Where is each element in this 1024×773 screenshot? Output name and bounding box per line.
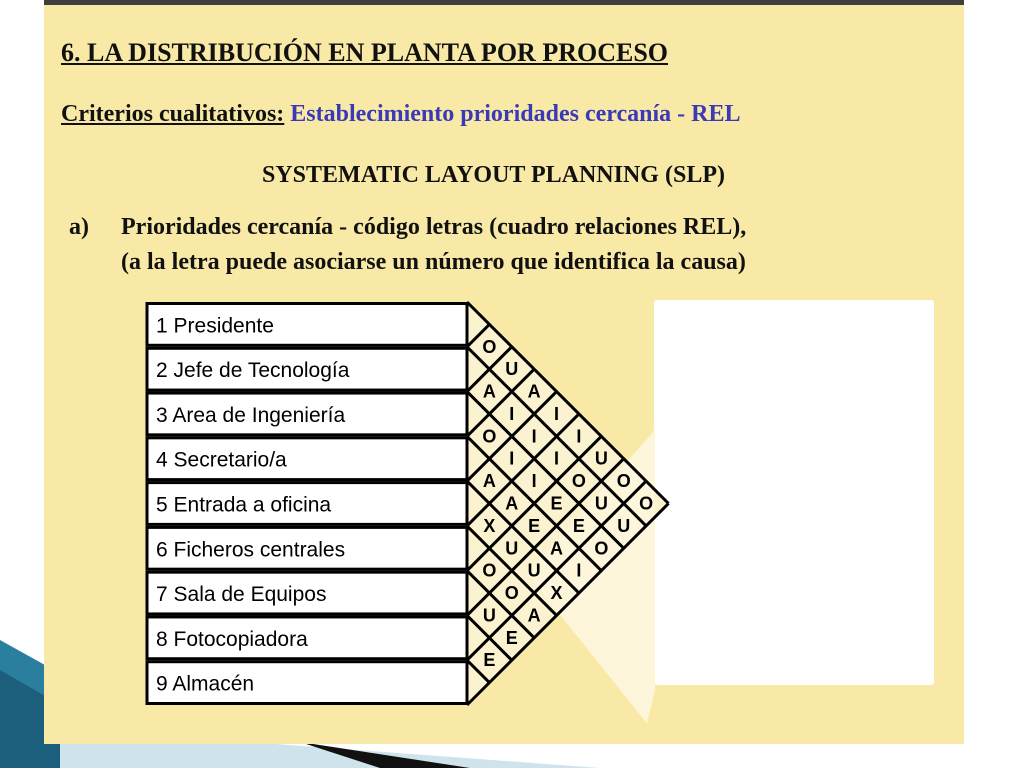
- relationship-code: O: [482, 426, 497, 447]
- relationship-code: I: [576, 426, 582, 447]
- department-label: 6 Ficheros centrales: [156, 538, 346, 562]
- relationship-code: I: [531, 471, 537, 492]
- relationship-code: A: [482, 471, 496, 492]
- relationship-code: A: [527, 381, 541, 402]
- department-label: 8 Fotocopiadora: [156, 627, 308, 651]
- relationship-code: O: [482, 560, 497, 581]
- relationship-code: E: [550, 493, 563, 514]
- relationship-code: O: [482, 336, 497, 357]
- relationship-code: E: [528, 515, 541, 536]
- relationship-code: I: [554, 448, 560, 469]
- item-description-line-1: Prioridades cercanía - código letras (cuadro relaciones REL),: [121, 214, 747, 240]
- relationship-code: O: [571, 471, 586, 492]
- relationship-code: I: [554, 403, 560, 424]
- relationship-code: O: [616, 471, 631, 492]
- relationship-code: U: [482, 605, 496, 626]
- department-label: 5 Entrada a oficina: [156, 493, 332, 517]
- relationship-code: O: [639, 493, 654, 514]
- relationship-code: E: [572, 515, 585, 536]
- department-label: 3 Area de Ingeniería: [156, 403, 346, 427]
- slp-heading: SYSTEMATIC LAYOUT PLANNING (SLP): [262, 162, 725, 188]
- relationship-code: A: [527, 605, 541, 626]
- relationship-code: U: [527, 560, 541, 581]
- item-description-line-2: (a la letra puede asociarse un número que identifica la causa): [121, 249, 746, 275]
- criteria-value: Establecimiento prioridades cercanía - REL: [290, 101, 741, 127]
- department-label: 1 Presidente: [156, 314, 274, 338]
- department-label: 7 Sala de Equipos: [156, 583, 327, 607]
- relationship-code: E: [505, 627, 518, 648]
- relationship-code: A: [505, 493, 519, 514]
- criteria-label: Criterios cualitativos:: [61, 101, 285, 127]
- relationship-code: I: [576, 560, 582, 581]
- relationship-code: U: [505, 359, 519, 380]
- department-label: 4 Secretario/a: [156, 448, 287, 472]
- slide-title: 6. LA DISTRIBUCIÓN EN PLANTA POR PROCESO: [61, 38, 669, 67]
- department-label: 2 Jefe de Tecnología: [156, 359, 350, 383]
- relationship-code: U: [505, 538, 519, 559]
- relationship-code: O: [594, 538, 609, 559]
- relationship-code: A: [550, 538, 564, 559]
- department-label: 9 Almacén: [156, 672, 255, 696]
- item-marker: a): [69, 214, 89, 240]
- relationship-code: I: [509, 403, 515, 424]
- relationship-code: A: [482, 381, 496, 402]
- relationship-code: X: [483, 515, 496, 536]
- relationship-code: U: [594, 493, 608, 514]
- relationship-code: I: [509, 448, 515, 469]
- relationship-code: X: [550, 583, 563, 604]
- relationship-code: E: [483, 650, 496, 671]
- relationship-code: O: [504, 583, 519, 604]
- relationship-code: U: [617, 515, 631, 536]
- relationship-code: U: [594, 448, 608, 469]
- department-list: [147, 304, 467, 704]
- relationship-code: I: [531, 426, 537, 447]
